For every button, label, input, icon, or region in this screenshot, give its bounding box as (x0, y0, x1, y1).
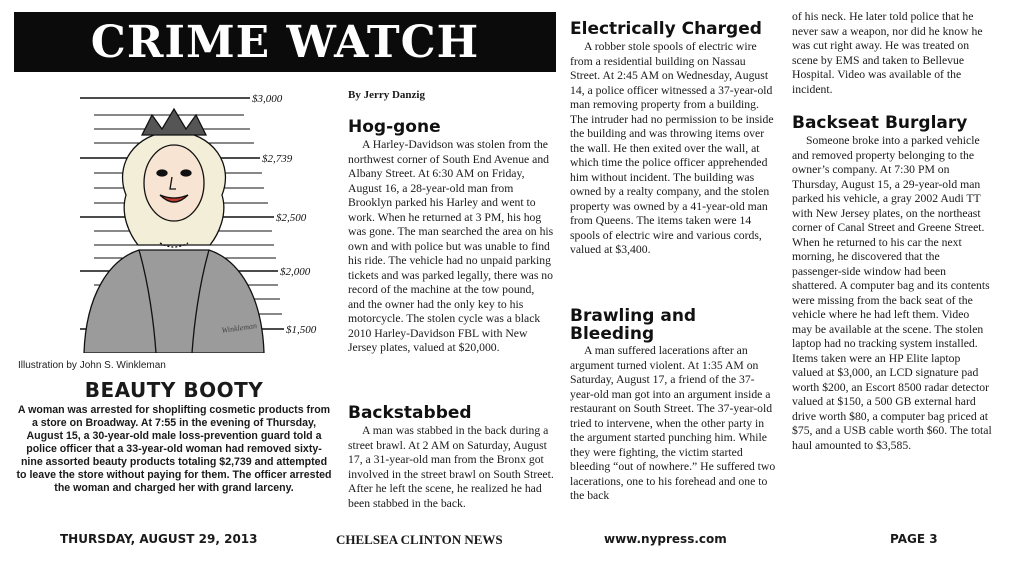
headline-line: Brawling and (570, 306, 697, 326)
illustration-credit: Illustration by John S. Winkleman (18, 360, 166, 371)
svg-text:Winkleman: Winkleman (221, 321, 258, 335)
story-body-brawling: A man suffered lacerations after an argument turned violent. At 1:35 AM on Saturday, August 17, a friend of the 37-year-old man got into an argument inside a restaurant on South Street. The 37-year-old tried to intervene, when the other party in the argument started punching him. While they were fighting, the victim started bleeding “out of nowhere.” He suffered two lacerations, one to his forehead and one to the back (570, 344, 776, 502)
story-body-brawling-continued: of his neck. He later told police that he never saw a weapon, nor did he know he was cut right away. He was treated on scene by EMS and taken to Bellevue Hospital. Video was available of the incident. (792, 10, 983, 96)
mugshot-illustration (14, 85, 334, 353)
height-label: $1,500 (286, 324, 317, 336)
story-body-backstabbed: A man was stabbed in the back during a street brawl. At 2 AM on Saturday, August 17, a 31-year-old man from the Bronx got involved in the street brawl on South Street. After he left the scene, he realized he had been stabbed in the back. (348, 424, 554, 510)
height-label: $2,500 (276, 212, 307, 224)
height-label: $2,000 (280, 266, 311, 278)
byline: By Jerry Danzig (348, 89, 425, 101)
footer-date: THURSDAY, AUGUST 29, 2013 (60, 532, 258, 546)
footer-paper-name: CHELSEA CLINTON NEWS (336, 532, 503, 547)
section-banner (14, 12, 556, 72)
story-headline-burglary: Backseat Burglary (792, 113, 968, 133)
story-headline-backstabbed: Backstabbed (348, 403, 472, 423)
height-label: $2,739 (262, 153, 293, 165)
main-story-body: A woman was arrested for shoplifting cosmetic products from a store on Broadway. At 7:55 in the evening of Thursday, August 15, a 30-year-old male loss-prevention guard told a police officer that a 33-year-old woman had removed sixty-nine assorted beauty products totaling $2,739 and attempted to leave the store without paying for them. The officer arrested the woman and charged her with grand larceny. (16, 404, 332, 494)
headline-line: Bleeding (570, 324, 655, 344)
story-headline-electric: Electrically Charged (570, 19, 762, 39)
main-headline: BEAUTY BOOTY (84, 378, 264, 402)
height-label: $3,000 (252, 93, 283, 105)
story-body-hog: A Harley-Davidson was stolen from the northwest corner of South End Avenue and Albany Street. At 6:30 AM on Friday, August 16, a 28-year-old man from Brooklyn parked his Harley and went to work. When he returned at 3 PM, his hog was gone. The man searched the area on his own and with police but was unable to find his ride. The vehicle had no unpaid parking tickets and was parked legally, there was no record of the machine at the tow pound, and the owner had the only key to his motorcycle. The stolen cycle was a black 2010 Harley-Davidson FBL with New Jersey plates, valued at $20,000. (348, 138, 554, 354)
section-title: CRIME WATCH (90, 16, 480, 68)
story-headline-hog: Hog-gone (348, 117, 441, 137)
story-headline-brawling (570, 307, 696, 343)
footer-url: www.nypress.com (604, 532, 727, 546)
footer-page-number: PAGE 3 (890, 532, 938, 546)
story-body-electric: A robber stole spools of electric wire from a residential building on Nassau Street. At 2:45 AM on Wednesday, August 14, a police officer witnessed a 37-year-old man removing property from a building. The intruder had no permission to be inside the building and was throwing items over the wall. He then exited over the wall, at which time the police officer apprehended him without incident. The building was owned by a realty company, and the stolen property was owned by a 41-year-old man from Queens. The items taken were 14 spools of electric wire and various cords, valued at $3,400. (570, 40, 774, 256)
story-body-burglary: Someone broke into a parked vehicle and removed property belonging to the owner’s company. At 7:30 PM on Thursday, August 15, a 29-year-old man parked his vehicle, a gray 2002 Audi TT with New Jersey plates, on the northeast corner of Canal Street and Greene Street. When he returned to his car the next morning, he discovered that the passenger-side window had been shattered. A computer bag and its contents were missing from the back seat of the vehicle where he had left them. Video may be available at the scene. The stolen laptop had no tracking system installed. Items taken were an HP Elite laptop valued at $3,000, an LCD signature pad worth $200, an Escort 8500 radar detector valued at $150, a 500 GB external hard drive worth $80, a computer bag priced at $75, and a USB cable worth $60. The total haul amounted to $3,585. (792, 134, 992, 452)
